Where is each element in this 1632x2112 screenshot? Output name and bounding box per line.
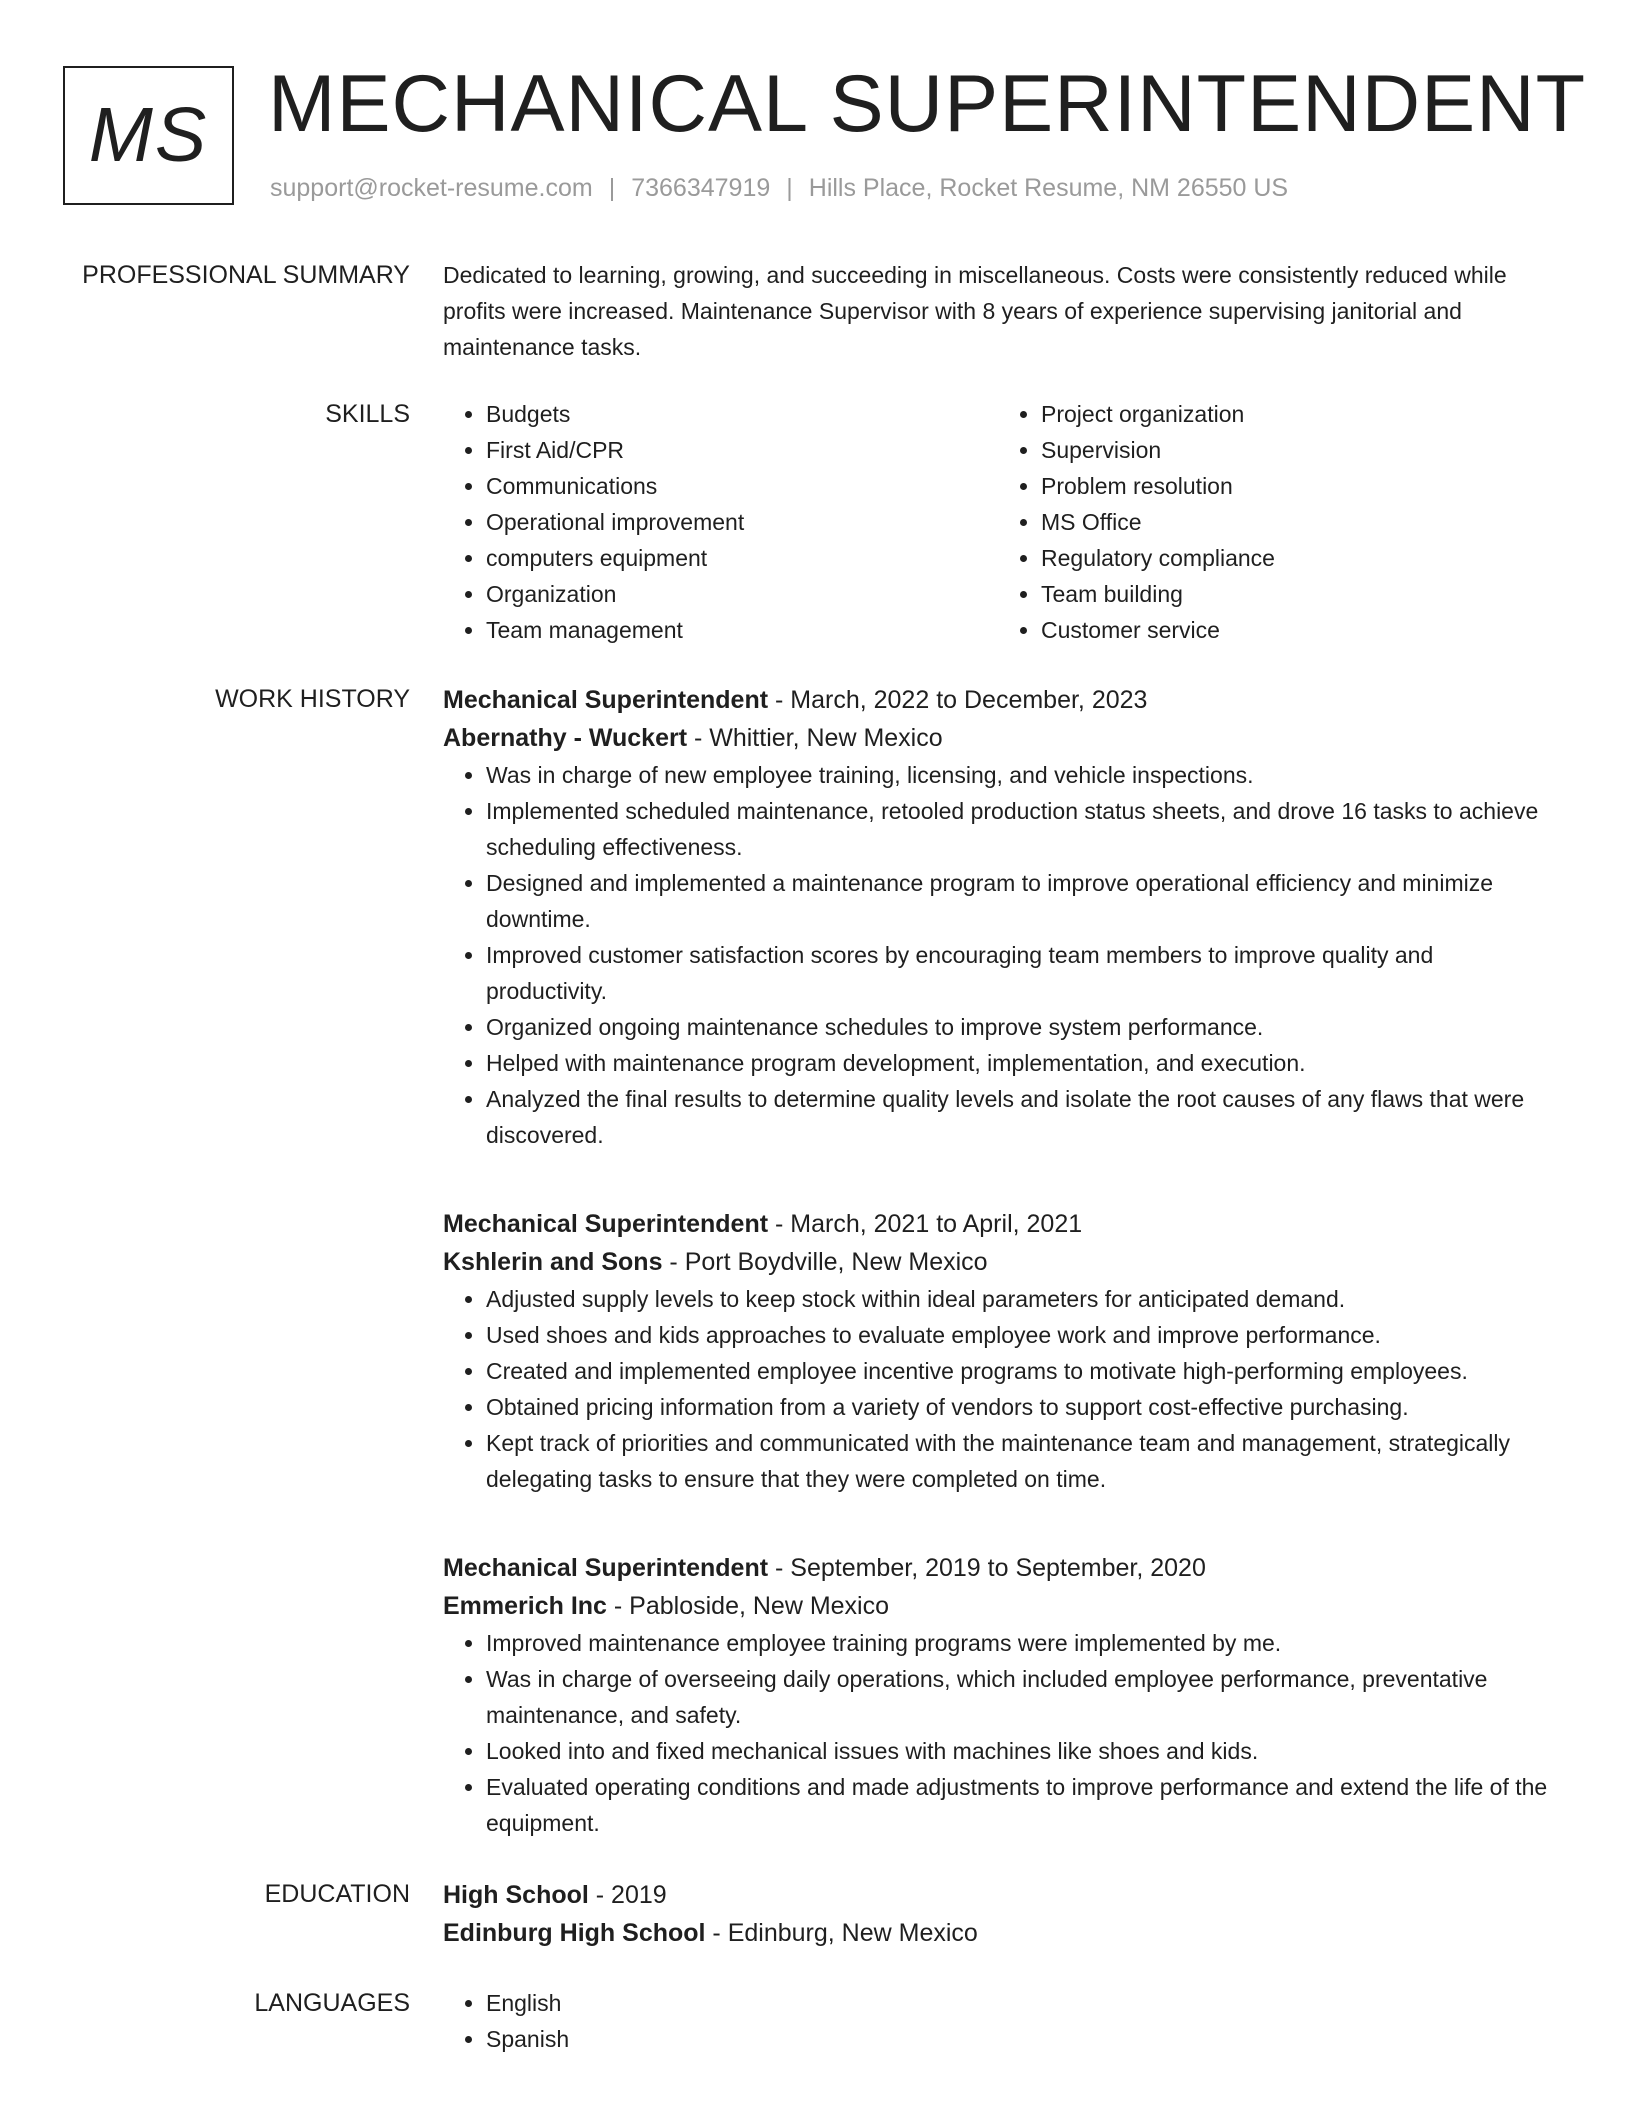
skill-item: • Budgets (486, 396, 998, 432)
job-bullet: • Kept track of priorities and communicated with the maintenance team and management, strategically delegating tasks to ensure that they were completed on time. (486, 1425, 1553, 1497)
job-bullet-list (443, 1625, 1553, 1841)
skill-item: • Supervision (1041, 432, 1553, 468)
education-year: - 2019 (588, 1881, 667, 1909)
skills-heading: SKILLS (325, 400, 410, 428)
job-location: - Pabloside, New Mexico (606, 1592, 890, 1620)
skill-item: • Communications (486, 468, 998, 504)
skill-item: • Customer service (1041, 612, 1553, 648)
language-item: • English (486, 1985, 1553, 2021)
education-school-line (443, 1914, 1553, 1952)
job-company-line (443, 719, 1553, 757)
job-bullet: • Helped with maintenance program development, implementation, and execution. (486, 1045, 1553, 1081)
job-company: Abernathy - Wuckert (443, 724, 688, 752)
job-title: Mechanical Superintendent (443, 1554, 769, 1582)
job-bullet: • Implemented scheduled maintenance, retooled production status sheets, and drove 16 tasks to achieve scheduling effectiveness. (486, 793, 1553, 865)
job-bullet: • Evaluated operating conditions and made adjustments to improve performance and extend the life of the equipment. (486, 1769, 1553, 1841)
job-location: - Port Boydville, New Mexico (662, 1248, 988, 1276)
contact-separator: | (608, 174, 616, 202)
summary-text: Dedicated to learning, growing, and succeeding in miscellaneous. Costs were consistently reduced while profits were increased. Maintenance Supervisor with 8 years of experience supervising janitorial and maintenance tasks. (443, 262, 1507, 360)
skill-item: • MS Office (1041, 504, 1553, 540)
contact-phone[interactable]: 7366347919 (631, 174, 771, 202)
job-bullet: • Created and implemented employee incentive programs to motivate high-performing employees. (486, 1353, 1553, 1389)
monogram-box (63, 66, 234, 205)
job-bullet: • Was in charge of overseeing daily operations, which included employee performance, preventative maintenance, and safety. (486, 1661, 1553, 1733)
job-bullet: • Organized ongoing maintenance schedules to improve system performance. (486, 1009, 1553, 1045)
skill-item: • Problem resolution (1041, 468, 1553, 504)
job-title: Mechanical Superintendent (443, 1210, 769, 1238)
skill-item: • Team building (1041, 576, 1553, 612)
job-dates: - September, 2019 to September, 2020 (768, 1554, 1206, 1582)
skill-item: • Regulatory compliance (1041, 540, 1553, 576)
job-list (443, 681, 1553, 1841)
languages-list (443, 1985, 1553, 2057)
languages-heading: LANGUAGES (254, 1989, 410, 2017)
job-bullet: • Adjusted supply levels to keep stock within ideal parameters for anticipated demand. (486, 1281, 1553, 1317)
page-title: MECHANICAL SUPERINTENDENT (268, 59, 1587, 149)
job-entry (443, 1205, 1553, 1497)
job-bullet: • Designed and implemented a maintenance program to improve operational efficiency and minimize downtime. (486, 865, 1553, 937)
skills-list-right (998, 396, 1553, 648)
job-title-line (443, 1205, 1553, 1243)
summary-heading: PROFESSIONAL SUMMARY (82, 261, 410, 289)
job-company-line (443, 1587, 1553, 1625)
contact-email[interactable]: support@rocket-resume.com (270, 174, 593, 202)
job-bullet-list (443, 757, 1553, 1153)
skill-item: • Team management (486, 612, 998, 648)
contact-separator: | (786, 174, 793, 202)
skills-list-left (443, 396, 998, 648)
education-heading: EDUCATION (264, 1880, 410, 1908)
job-company: Emmerich Inc (443, 1592, 607, 1620)
skill-item: • First Aid/CPR (486, 432, 998, 468)
job-company: Kshlerin and Sons (443, 1248, 663, 1276)
job-bullet: • Obtained pricing information from a variety of vendors to support cost-effective purchasing. (486, 1389, 1553, 1425)
language-item: • Spanish (486, 2021, 1553, 2057)
job-dates: - March, 2022 to December, 2023 (768, 686, 1148, 714)
job-bullet: • Improved customer satisfaction scores by encouraging team members to improve quality and productivity. (486, 937, 1553, 1009)
job-bullet: • Analyzed the final results to determine quality levels and isolate the root causes of any flaws that were discovered. (486, 1081, 1553, 1153)
contact-address: Hills Place, Rocket Resume, NM 26550 US (808, 174, 1289, 202)
job-bullet: • Improved maintenance employee training programs were implemented by me. (486, 1625, 1553, 1661)
job-bullet: • Used shoes and kids approaches to evaluate employee work and improve performance. (486, 1317, 1553, 1353)
job-title-line (443, 1549, 1553, 1587)
job-dates: - March, 2021 to April, 2021 (768, 1210, 1083, 1238)
monogram-initials: MS (88, 92, 209, 178)
work-history-heading: WORK HISTORY (215, 685, 410, 713)
skill-item: • Project organization (1041, 396, 1553, 432)
job-bullet: • Looked into and fixed mechanical issues with machines like shoes and kids. (486, 1733, 1553, 1769)
skill-item: • computers equipment (486, 540, 998, 576)
job-bullet: • Was in charge of new employee training, licensing, and vehicle inspections. (486, 757, 1553, 793)
job-entry (443, 681, 1553, 1153)
job-bullet-list (443, 1281, 1553, 1497)
job-title: Mechanical Superintendent (443, 686, 769, 714)
contact-line (270, 174, 1288, 203)
job-location: - Whittier, New Mexico (687, 724, 943, 752)
skill-item: • Operational improvement (486, 504, 998, 540)
job-title-line (443, 681, 1553, 719)
education-degree-line (443, 1876, 1553, 1914)
job-entry (443, 1549, 1553, 1841)
skill-item: • Organization (486, 576, 998, 612)
education-school: Edinburg High School (443, 1919, 706, 1947)
job-company-line (443, 1243, 1553, 1281)
education-degree: High School (443, 1881, 589, 1909)
education-location: - Edinburg, New Mexico (705, 1919, 978, 1947)
